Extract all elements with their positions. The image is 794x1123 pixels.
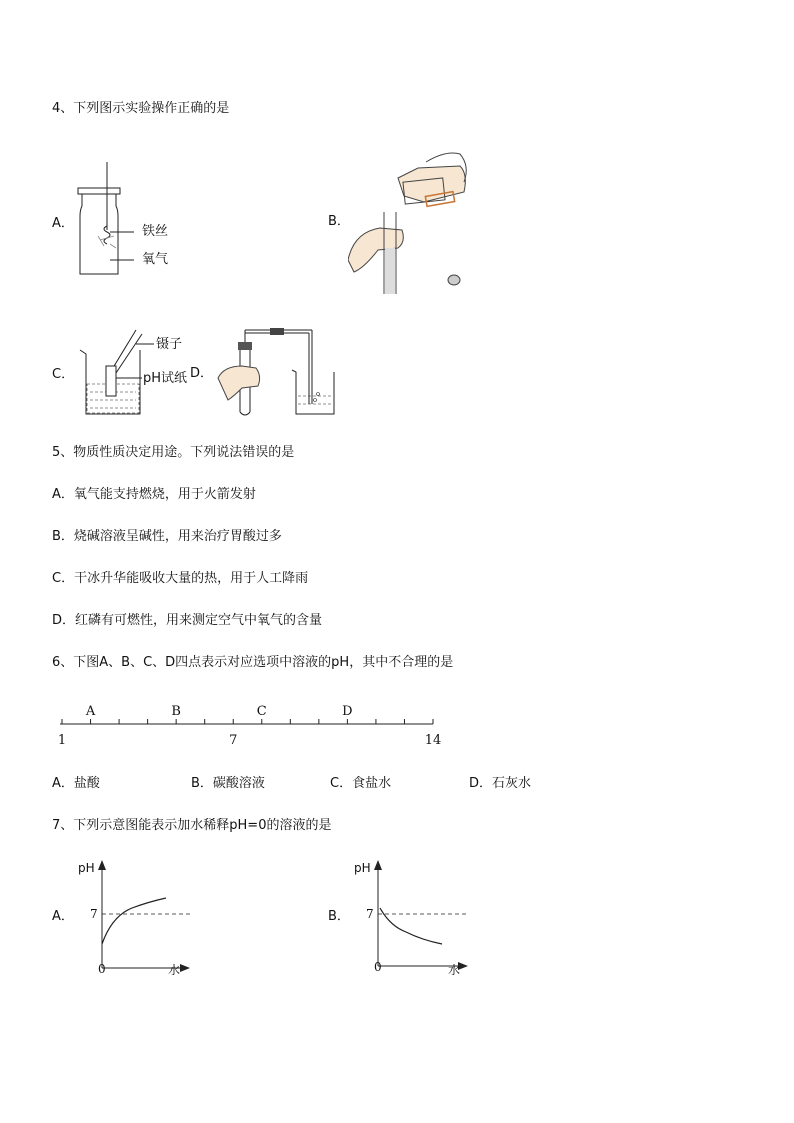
airtightness-check-figure (212, 326, 342, 418)
q4-option-b-label: B． (328, 214, 350, 229)
graph-a-ylabel: pH (78, 861, 95, 875)
ph-scale-tick-label: 7 (229, 733, 238, 748)
q5-option-d: D．红磷有可燃性，用来测定空气中氧气的含量 (52, 613, 323, 628)
q6-option-b: B．碳酸溶液 (191, 776, 265, 791)
q5-stem: 5、物质性质决定用途。下列说法错误的是 (52, 445, 295, 460)
q6-option-a: A．盐酸 (52, 776, 100, 791)
q7-option-b-label: B． (328, 909, 350, 924)
ph-point-b: B (171, 704, 181, 719)
q7-stem: 7、下列示意图能表示加水稀释pH=0的溶液的是 (52, 818, 332, 833)
q6-option-d: D．石灰水 (469, 776, 532, 791)
ph-paper-label: pH试纸 (143, 371, 188, 386)
q6-option-c: C．食盐水 (330, 776, 392, 791)
ph-point-a: A (85, 704, 96, 719)
iron-wire-label: 铁丝 (142, 224, 169, 239)
graph-b-xlabel: 水 (448, 963, 461, 977)
q6-stem: 6、下图A、B、C、D四点表示对应选项中溶液的pH，其中不合理的是 (52, 655, 454, 670)
q5-option-c: C．干冰升华能吸收大量的热，用于人工降雨 (52, 571, 309, 586)
graph-a-ref-value: 7 (90, 907, 98, 921)
q5-option-b: B．烧碱溶液呈碱性，用来治疗胃酸过多 (52, 529, 282, 544)
graph-b-ref-value: 7 (366, 907, 374, 921)
graph-b-origin: 0 (374, 960, 382, 974)
q4-option-c-label: C． (52, 367, 75, 382)
graph-b-ylabel: pH (354, 861, 371, 875)
graph-a-xlabel: 水 (168, 963, 181, 977)
q7-graph-b (350, 852, 480, 980)
ph-point-d: D (342, 704, 353, 719)
graph-b-curve (380, 908, 442, 944)
graph-b-y-arrow (374, 860, 382, 870)
graph-a-x-arrow (180, 964, 190, 972)
graph-a-origin: 0 (98, 962, 106, 976)
ph-scale-figure (50, 696, 450, 754)
tweezers-label: 镊子 (156, 337, 183, 352)
graph-a-curve (102, 898, 166, 944)
q7-graph-a (72, 852, 202, 980)
ph-scale-tick-label: 14 (424, 733, 442, 748)
pouring-liquid-figure (348, 148, 473, 298)
oxygen-label: 氧气 (142, 252, 169, 267)
graph-a-y-arrow (98, 860, 106, 870)
q5-option-a: A．氧气能支持燃烧，用于火箭发射 (52, 487, 256, 502)
q4-option-d-label: D． (190, 366, 214, 381)
ph-point-c: C (256, 704, 267, 719)
ph-scale-tick-label: 1 (57, 733, 67, 748)
q7-option-a-label: A． (52, 909, 74, 924)
q4-option-a-label: A． (52, 216, 74, 231)
q4-stem: 4、下列图示实验操作正确的是 (52, 101, 230, 116)
